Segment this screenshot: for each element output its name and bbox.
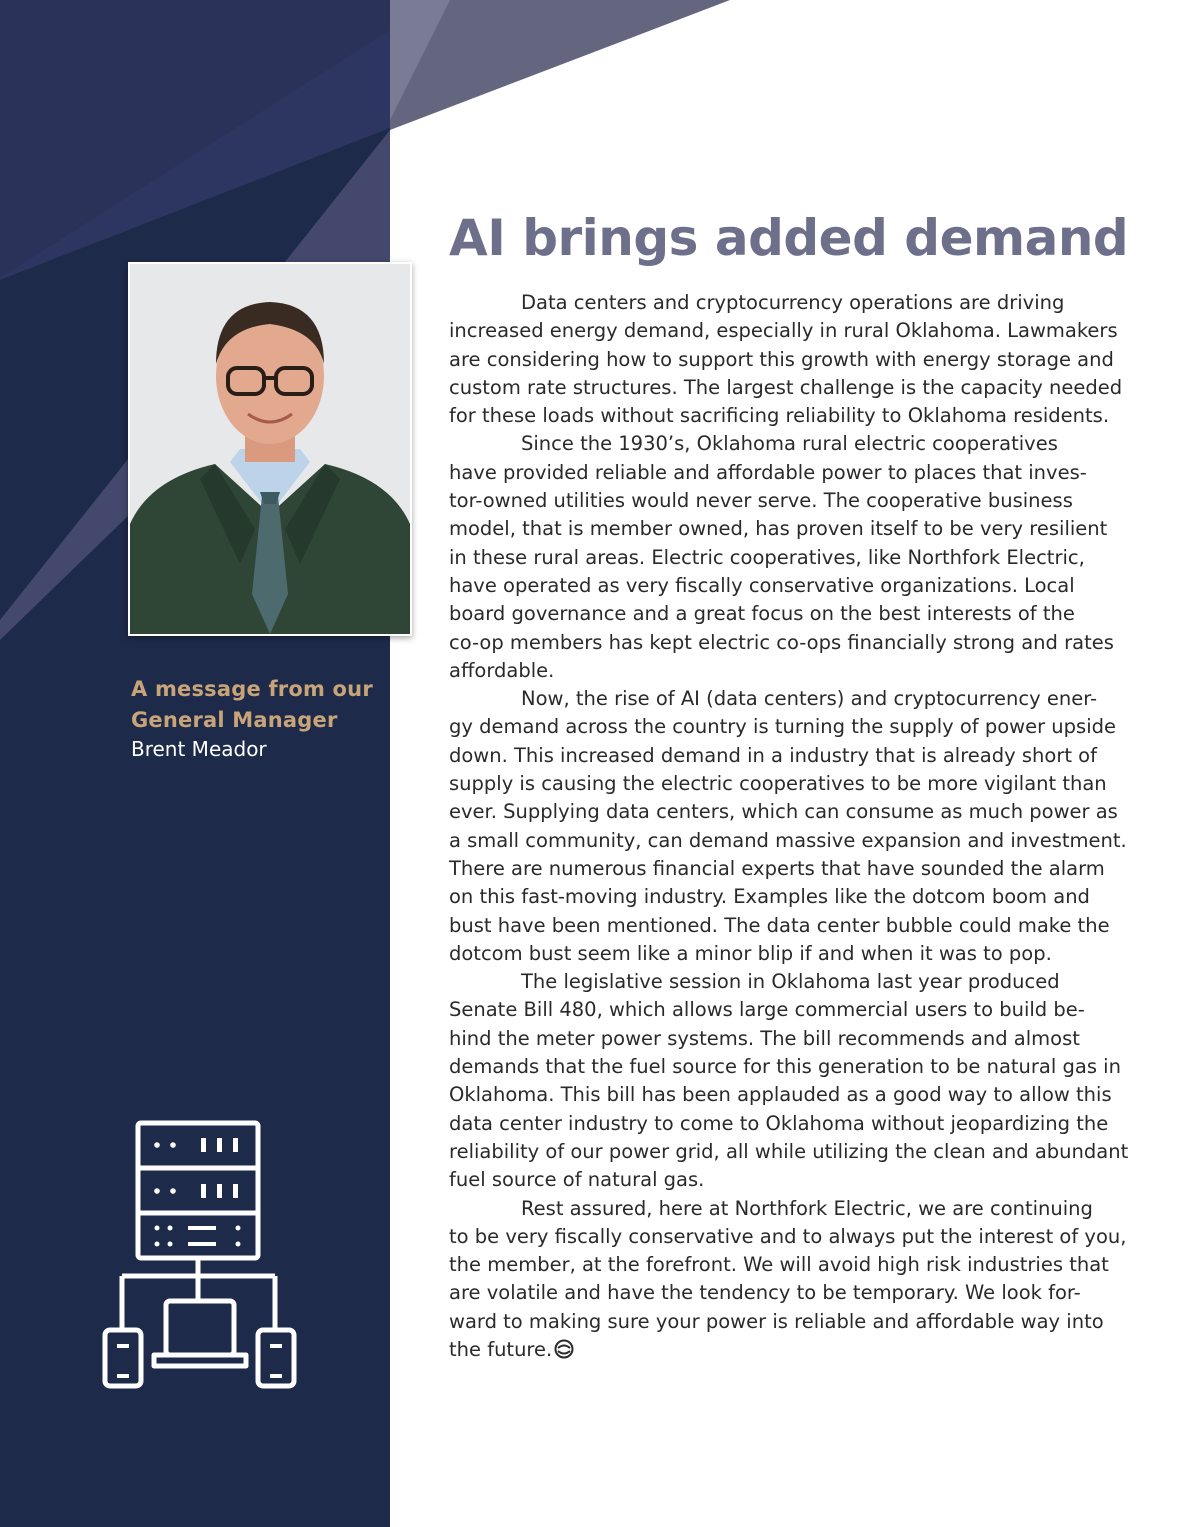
article-paragraph <box>449 968 1129 1194</box>
article-line: to be very fiscally conservative and to always put the interest of you, <box>449 1224 1127 1248</box>
article-line: are considering how to support this growth with energy storage and <box>449 347 1114 371</box>
article-paragraph <box>449 289 1123 430</box>
top-triangle-violet <box>390 0 730 130</box>
article-line: data center industry to come to Oklahoma without jeopardizing the <box>449 1111 1109 1135</box>
article-paragraph <box>449 430 1114 685</box>
gm-message-heading <box>131 674 381 736</box>
article-line: custom rate structures. The largest challenge is the capacity needed <box>449 375 1123 399</box>
article-line: supply is causing the electric cooperatives to be more vigilant than <box>449 772 1107 796</box>
article-paragraph <box>449 1195 1127 1365</box>
article-line: model, that is member owned, has proven itself to be very resilient <box>449 517 1108 541</box>
article-line: are volatile and have the tendency to be temporary. We look for- <box>449 1281 1081 1305</box>
article-line: gy demand across the country is turning the supply of power upside <box>449 715 1116 739</box>
article-line: in these rural areas. Electric cooperatives, like Northfork Electric, <box>449 545 1085 569</box>
article-paragraph <box>449 685 1127 968</box>
article-line: fuel source of natural gas. <box>449 1168 705 1192</box>
article-line: ever. Supplying data centers, which can consume as much power as <box>449 800 1118 824</box>
article-line: dotcom bust seem like a minor blip if and when it was to pop. <box>449 941 1052 965</box>
article-line: Senate Bill 480, which allows large commercial users to build be- <box>449 998 1085 1022</box>
article-title: AI brings added demand <box>449 209 1129 267</box>
article-line: the member, at the forefront. We will avoid high risk industries that <box>449 1253 1109 1277</box>
article-line: co-op members has kept electric co-ops financially strong and rates <box>449 630 1114 654</box>
article-line: affordable. <box>449 658 555 682</box>
article-line: Oklahoma. This bill has been applauded as a good way to allow this <box>449 1083 1112 1107</box>
article-line: ward to making sure your power is reliable and affordable way into <box>449 1309 1104 1333</box>
manager-portrait <box>128 262 412 636</box>
server-network-icon <box>100 1118 300 1390</box>
article-line: Since the 1930’s, Oklahoma rural electric cooperatives <box>521 432 1058 456</box>
article-line: have provided reliable and affordable power to places that inves- <box>449 460 1087 484</box>
gm-heading-line-1: A message from our <box>131 677 373 701</box>
article-line: the future. <box>449 1336 1109 1364</box>
manager-portrait-photo <box>130 264 410 634</box>
article-line: hind the meter power systems. The bill recommends and almost <box>449 1026 1080 1050</box>
article-line: Rest assured, here at Northfork Electric, we are continuing <box>521 1196 1093 1220</box>
article-line: for these loads without sacrificing reliability to Oklahoma residents. <box>449 404 1110 428</box>
article-line: on this fast-moving industry. Examples like the dotcom boom and <box>449 885 1090 909</box>
article-line: down. This increased demand in a industry that is already short of <box>449 743 1097 767</box>
article-line: There are numerous financial experts that have sounded the alarm <box>449 856 1105 880</box>
gm-heading-line-2: General Manager <box>131 708 338 732</box>
gm-name: Brent Meador <box>131 737 267 761</box>
article-line: have operated as very fiscally conservative organizations. Local <box>449 573 1075 597</box>
article-line: tor-owned utilities would never serve. The cooperative business <box>449 489 1073 513</box>
article-line: Data centers and cryptocurrency operations are driving <box>521 291 1065 314</box>
article-line: board governance and a great focus on the best interests of the <box>449 602 1075 626</box>
article-line: increased energy demand, especially in rural Oklahoma. Lawmakers <box>449 319 1118 343</box>
article-line: The legislative session in Oklahoma last year produced <box>521 970 1060 994</box>
article-line: demands that the fuel source for this generation to be natural gas in <box>449 1055 1121 1079</box>
article-body <box>449 289 1129 1364</box>
article-line: Now, the rise of AI (data centers) and cryptocurrency ener- <box>521 687 1098 711</box>
article-line: a small community, can demand massive expansion and investment. <box>449 828 1127 852</box>
article-line: bust have been mentioned. The data center bubble could make the <box>449 913 1110 937</box>
article-line: reliability of our power grid, all while utilizing the clean and abundant <box>449 1139 1129 1163</box>
cooperative-logo-icon <box>554 1339 574 1359</box>
